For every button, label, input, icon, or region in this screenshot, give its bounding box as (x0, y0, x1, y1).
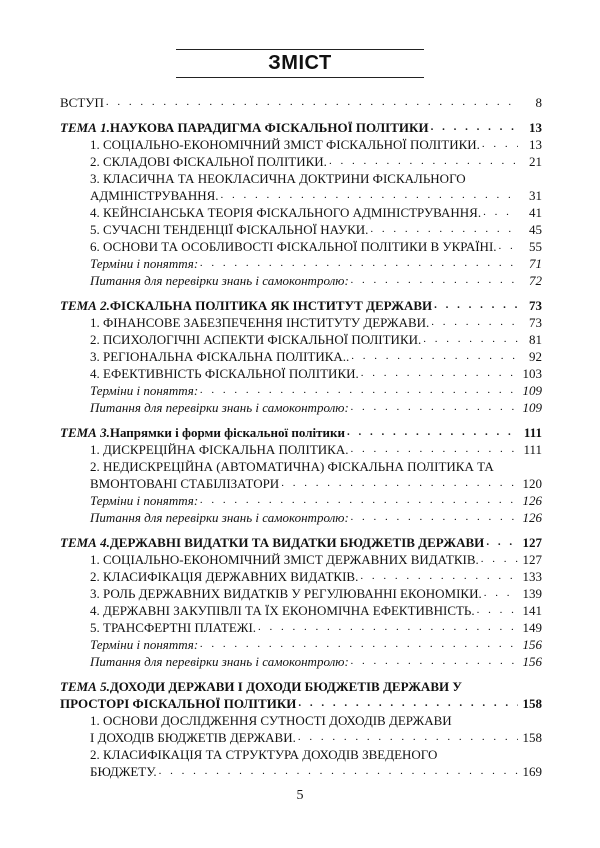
toc-entry-label: АДМІНІСТРУВАННЯ. (90, 188, 219, 203)
topic-number: ТЕМА 3. (60, 425, 110, 440)
toc-entry[interactable] (60, 348, 542, 365)
toc-entry[interactable] (60, 331, 542, 348)
dot-leader (281, 475, 518, 492)
toc-page-number: 126 (522, 510, 542, 525)
toc-entry-label: 1. СОЦІАЛЬНО-ЕКОНОМІЧНИЙ ЗМІСТ ФІСКАЛЬНОЇ ПОЛІТИКИ. (90, 137, 480, 152)
dot-leader (200, 382, 518, 399)
page-number: 5 (296, 788, 304, 803)
toc-entry[interactable] (60, 441, 542, 458)
toc-entry-line[interactable]: 3. КЛАСИЧНА ТА НЕОКЛАСИЧНА ДОКТРИНИ ФІСКАЛЬНОГО (90, 171, 466, 186)
dot-leader (298, 729, 518, 746)
dot-leader (481, 551, 518, 568)
toc-entry-label: 5. СУЧАСНІ ТЕНДЕНЦІЇ ФІСКАЛЬНОЇ НАУКИ. (90, 222, 369, 237)
dot-leader (200, 636, 518, 653)
toc-page-number: 141 (522, 603, 542, 618)
toc-entry-label: 3. РЕГІОНАЛЬНА ФІСКАЛЬНА ПОЛІТИКА.. (90, 349, 350, 364)
toc-entry-label: ВСТУП (60, 95, 104, 110)
toc-entry-label: Питання для перевірки знань і самоконтролю: (90, 273, 349, 288)
toc-entry-terms[interactable] (60, 255, 542, 272)
topic-section (60, 424, 542, 526)
toc-page-number: 158 (522, 730, 542, 745)
toc-page-number: 111 (523, 442, 542, 457)
toc-page-number: 109 (522, 383, 542, 398)
toc-entry-terms[interactable] (60, 382, 542, 399)
toc-page-number: 13 (529, 120, 542, 135)
topic-number: ТЕМА 4. (60, 535, 110, 550)
topic-title: ДОХОДИ ДЕРЖАВИ І ДОХОДИ БЮДЖЕТІВ ДЕРЖАВИ У (109, 679, 462, 694)
topic-title: Напрямки і форми фіскальної політики (109, 425, 345, 440)
toc-page-number: 133 (522, 569, 542, 584)
toc-page-number: 109 (522, 400, 542, 415)
toc-entry-label: 1. СОЦІАЛЬНО-ЕКОНОМІЧНИЙ ЗМІСТ ДЕРЖАВНИХ ВИДАТКІВ. (90, 552, 479, 567)
toc-page-number: 139 (522, 586, 542, 601)
dot-leader (258, 619, 518, 636)
toc-entry-label: БЮДЖЕТУ. (90, 764, 157, 779)
topic-section (60, 678, 542, 780)
dot-leader (499, 238, 518, 255)
toc-page-number: 169 (522, 764, 542, 779)
toc-entry-terms[interactable] (60, 492, 542, 509)
dot-leader (351, 348, 518, 365)
toc-entry[interactable] (60, 475, 542, 492)
toc-entry-label: Питання для перевірки знань і самоконтролю: (90, 510, 349, 525)
toc-page-number: 156 (522, 654, 542, 669)
topic-title: ПРОСТОРІ ФІСКАЛЬНОЇ ПОЛІТИКИ (60, 696, 297, 711)
dot-leader (423, 331, 518, 348)
dot-leader (200, 492, 518, 509)
toc-entry[interactable] (60, 763, 542, 780)
dot-leader (360, 568, 518, 585)
dot-leader (159, 763, 518, 780)
topic-title: ДЕРЖАВНІ ВИДАТКИ ТА ВИДАТКИ БЮДЖЕТІВ ДЕРЖАВИ (109, 535, 485, 550)
toc-entry-line[interactable]: 2. КЛАСИФІКАЦІЯ ТА СТРУКТУРА ДОХОДІВ ЗВЕДЕНОГО (90, 747, 438, 762)
dot-leader (482, 136, 518, 153)
toc-entry[interactable] (60, 551, 542, 568)
toc-page-number: 156 (522, 637, 542, 652)
toc-entry[interactable] (60, 136, 542, 153)
toc-entry-label: Терміни і поняття: (90, 493, 199, 508)
toc-entry-label: 1. ФІНАНСОВЕ ЗАБЕЗПЕЧЕННЯ ІНСТИТУТУ ДЕРЖАВИ. (90, 315, 430, 330)
toc-page-number: 120 (522, 476, 542, 491)
toc-page-number: 127 (522, 552, 542, 567)
toc-entry[interactable] (60, 602, 542, 619)
dot-leader (347, 424, 518, 441)
toc-entry-label: 4. КЕЙНСІАНСЬКА ТЕОРІЯ ФІСКАЛЬНОГО АДМІНІСТРУВАННЯ. (90, 205, 482, 220)
dot-leader (486, 534, 518, 551)
toc-page-number: 149 (522, 620, 542, 635)
dot-leader (200, 255, 518, 272)
toc-page-number: 45 (529, 222, 542, 237)
topic-number: ТЕМА 2. (60, 298, 110, 313)
toc-entry-questions[interactable] (60, 399, 542, 416)
toc-entry-label: Питання для перевірки знань і самоконтролю: (90, 400, 349, 415)
toc-entry-label: Терміни і поняття: (90, 256, 199, 271)
toc-entry-label: І ДОХОДІВ БЮДЖЕТІВ ДЕРЖАВИ. (90, 730, 296, 745)
dot-leader (370, 221, 518, 238)
dot-leader (329, 153, 518, 170)
toc-entry-label: 3. РОЛЬ ДЕРЖАВНИХ ВИДАТКІВ У РЕГУЛЮВАННІ ЕКОНОМІКИ. (90, 586, 482, 601)
dot-leader (361, 365, 518, 382)
toc-entry-label: Терміни і поняття: (90, 637, 199, 652)
toc-page-number: 13 (529, 137, 542, 152)
toc-entry[interactable] (60, 204, 542, 221)
dot-leader (351, 272, 518, 289)
toc-page-number: 92 (529, 349, 542, 364)
topic-number: ТЕМА 5. (60, 679, 110, 694)
toc-page-number: 8 (535, 95, 542, 110)
toc-page-number: 21 (529, 154, 542, 169)
dot-leader (484, 585, 518, 602)
toc-entry[interactable] (60, 153, 542, 170)
topic-section (60, 297, 542, 416)
toc-page-number: 81 (529, 332, 542, 347)
toc-entry[interactable] (60, 568, 542, 585)
topic-heading[interactable] (60, 534, 542, 551)
toc-entry-label: 4. ДЕРЖАВНІ ЗАКУПІВЛІ ТА ЇХ ЕКОНОМІЧНА ЕФЕКТИВНІСТЬ. (90, 603, 475, 618)
toc-page-number: 111 (523, 425, 542, 440)
page-title: ЗМІСТ (268, 52, 332, 74)
toc-entry[interactable] (60, 221, 542, 238)
toc-entry-label: 2. СКЛАДОВІ ФІСКАЛЬНОЇ ПОЛІТИКИ. (90, 154, 327, 169)
toc-entry-questions[interactable] (60, 653, 542, 670)
toc-page-number: 103 (522, 366, 542, 381)
toc-entry-terms[interactable] (60, 636, 542, 653)
toc-entry[interactable] (60, 365, 542, 382)
toc-page-number: 158 (522, 696, 542, 711)
dot-leader (431, 314, 518, 331)
toc-entry-questions[interactable] (60, 272, 542, 289)
dot-leader (106, 94, 518, 111)
toc-entry-label: ВМОНТОВАНІ СТАБІЛІЗАТОРИ (90, 476, 280, 491)
toc-page-number: 41 (529, 205, 542, 220)
toc-entry[interactable] (60, 187, 542, 204)
toc-page-number: 55 (529, 239, 542, 254)
dot-leader (483, 204, 518, 221)
toc-entry-label: 4. ЕФЕКТИВНІСТЬ ФІСКАЛЬНОЇ ПОЛІТИКИ. (90, 366, 359, 381)
table-of-contents (60, 94, 542, 780)
toc-page-number: 72 (529, 273, 542, 288)
topic-heading[interactable] (60, 297, 542, 314)
dot-leader (351, 399, 518, 416)
toc-entry-line[interactable]: 2. НЕДИСКРЕЦІЙНА (АВТОМАТИЧНА) ФІСКАЛЬНА ПОЛІТИКА ТА (90, 459, 494, 474)
dot-leader (477, 602, 518, 619)
dot-leader (431, 119, 518, 136)
toc-entry-label: 5. ТРАНСФЕРТНІ ПЛАТЕЖІ. (90, 620, 257, 635)
dot-leader (350, 441, 518, 458)
toc-entry[interactable] (60, 585, 542, 602)
topic-heading[interactable] (60, 119, 542, 136)
toc-entry-line[interactable]: 1. ОСНОВИ ДОСЛІДЖЕННЯ СУТНОСТІ ДОХОДІВ ДЕРЖАВИ (90, 713, 452, 728)
toc-entry-label: 2. КЛАСИФІКАЦІЯ ДЕРЖАВНИХ ВИДАТКІВ. (90, 569, 359, 584)
topic-section (60, 119, 542, 289)
dot-leader (351, 509, 518, 526)
topic-title: НАУКОВА ПАРАДИГМА ФІСКАЛЬНОЇ ПОЛІТИКИ (109, 120, 429, 135)
topic-heading[interactable] (60, 695, 542, 712)
dot-leader (298, 695, 518, 712)
dot-leader (351, 653, 518, 670)
topic-title: ФІСКАЛЬНА ПОЛІТИКА ЯК ІНСТИТУТ ДЕРЖАВИ (109, 298, 433, 313)
dot-leader (221, 187, 518, 204)
toc-entry-label: Питання для перевірки знань і самоконтролю: (90, 654, 349, 669)
toc-page-number: 73 (529, 298, 542, 313)
toc-entry[interactable] (60, 314, 542, 331)
toc-page-number: 126 (522, 493, 542, 508)
toc-entry-label: Терміни і поняття: (90, 383, 199, 398)
topic-number: ТЕМА 1. (60, 120, 110, 135)
toc-entry-label: 1. ДИСКРЕЦІЙНА ФІСКАЛЬНА ПОЛІТИКА. (90, 442, 349, 457)
toc-entry-label: 6. ОСНОВИ ТА ОСОБЛИВОСТІ ФІСКАЛЬНОЇ ПОЛІТИКИ В УКРАЇНІ. (90, 239, 497, 254)
topic-heading[interactable] (60, 678, 542, 695)
topic-section (60, 534, 542, 670)
toc-entry-label: 2. ПСИХОЛОГІЧНІ АСПЕКТИ ФІСКАЛЬНОЇ ПОЛІТИКИ. (90, 332, 422, 347)
toc-entry[interactable] (60, 619, 542, 636)
toc-entry[interactable] (60, 729, 542, 746)
toc-entry-questions[interactable] (60, 509, 542, 526)
contents-title-box (176, 49, 424, 78)
toc-entry[interactable] (60, 238, 542, 255)
toc-page-number: 71 (529, 256, 542, 271)
toc-page-number: 73 (529, 315, 542, 330)
topic-heading[interactable] (60, 424, 542, 441)
dot-leader (434, 297, 518, 314)
toc-page-number: 31 (529, 188, 542, 203)
toc-page-number: 127 (522, 535, 542, 550)
toc-entry-intro[interactable] (60, 94, 542, 111)
